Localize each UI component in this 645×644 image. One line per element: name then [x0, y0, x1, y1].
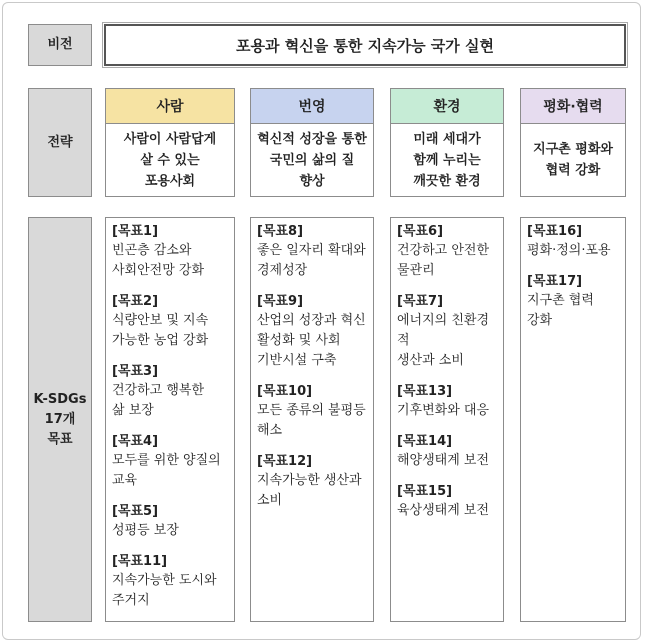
goal-description: 건강하고 행복한 삶 보장 — [112, 383, 205, 418]
goals-column-prosperity — [250, 217, 374, 622]
goals-column-peace-cooperation — [520, 217, 626, 622]
goal-description: 에너지의 친환경적 생산과 소비 — [397, 313, 490, 368]
goal-description: 건강하고 안전한 물관리 — [397, 243, 490, 278]
goal-item — [257, 222, 367, 281]
goal-title: [목표5] — [112, 504, 159, 519]
goal-item — [397, 382, 497, 421]
goal-description: 지속가능한 도시와 주거지 — [112, 573, 217, 608]
strategy-prosperity: 혁신적 성장을 통한 국민의 삶의 질 향상 — [250, 124, 374, 197]
goal-title: [목표13] — [397, 384, 453, 399]
pillar-people: 사람 — [105, 88, 235, 124]
goal-item — [112, 502, 228, 541]
goal-title: [목표16] — [527, 224, 583, 239]
goal-title: [목표14] — [397, 434, 453, 449]
goal-item — [527, 272, 619, 331]
pillar-prosperity: 번영 — [250, 88, 374, 124]
goal-item — [397, 292, 497, 371]
goal-description: 좋은 일자리 확대와 경제성장 — [257, 243, 366, 278]
goal-item — [257, 452, 367, 511]
goal-description: 기후변화와 대응 — [397, 403, 490, 418]
goal-description: 모든 종류의 불평등 해소 — [257, 403, 366, 438]
goal-item — [257, 292, 367, 371]
goal-description: 산업의 성장과 혁신 활성화 및 사회 기반시설 구축 — [257, 313, 366, 368]
goal-item — [397, 482, 497, 521]
vision-label: 비전 — [28, 24, 92, 66]
vision-box: 포용과 혁신을 통한 지속가능 국가 실현 — [104, 24, 626, 66]
goal-title: [목표6] — [397, 224, 444, 239]
goal-title: [목표2] — [112, 294, 159, 309]
strategy-peace-cooperation: 지구촌 평화와 협력 강화 — [520, 124, 626, 197]
goal-title: [목표1] — [112, 224, 159, 239]
goal-description: 빈곤층 감소와 사회안전망 강화 — [112, 243, 205, 278]
goals-column-environment — [390, 217, 504, 622]
strategy-environment: 미래 세대가 함께 누리는 깨끗한 환경 — [390, 124, 504, 197]
goal-title: [목표12] — [257, 454, 313, 469]
goal-title: [목표15] — [397, 484, 453, 499]
goal-title: [목표8] — [257, 224, 304, 239]
strategy-label: 전략 — [28, 88, 92, 197]
goal-title: [목표11] — [112, 554, 168, 569]
goal-item — [397, 222, 497, 281]
goal-title: [목표10] — [257, 384, 313, 399]
goal-item — [112, 552, 228, 611]
goal-item — [257, 382, 367, 441]
goal-description: 식량안보 및 지속 가능한 농업 강화 — [112, 313, 209, 348]
goal-description: 성평등 보장 — [112, 523, 179, 538]
goal-title: [목표3] — [112, 364, 159, 379]
goal-title: [목표4] — [112, 434, 159, 449]
goal-item — [527, 222, 619, 261]
pillar-environment: 환경 — [390, 88, 504, 124]
goal-title: [목표9] — [257, 294, 304, 309]
goal-title: [목표7] — [397, 294, 444, 309]
goal-description: 해양생태계 보전 — [397, 453, 490, 468]
pillar-peace-cooperation: 평화·협력 — [520, 88, 626, 124]
goals-column-people — [105, 217, 235, 622]
goal-description: 지속가능한 생산과 소비 — [257, 473, 362, 508]
goal-item — [112, 432, 228, 491]
goal-item — [397, 432, 497, 471]
goal-description: 모두를 위한 양질의 교육 — [112, 453, 221, 488]
goal-item — [112, 222, 228, 281]
strategy-people: 사람이 사람답게 살 수 있는 포용사회 — [105, 124, 235, 197]
goal-description: 육상생태계 보전 — [397, 503, 490, 518]
goal-item — [112, 362, 228, 421]
goal-description: 지구촌 협력 강화 — [527, 293, 594, 328]
goals-label: K-SDGs 17개 목표 — [28, 217, 92, 622]
goal-item — [112, 292, 228, 351]
goal-description: 평화·정의·포용 — [527, 243, 611, 258]
goal-title: [목표17] — [527, 274, 583, 289]
